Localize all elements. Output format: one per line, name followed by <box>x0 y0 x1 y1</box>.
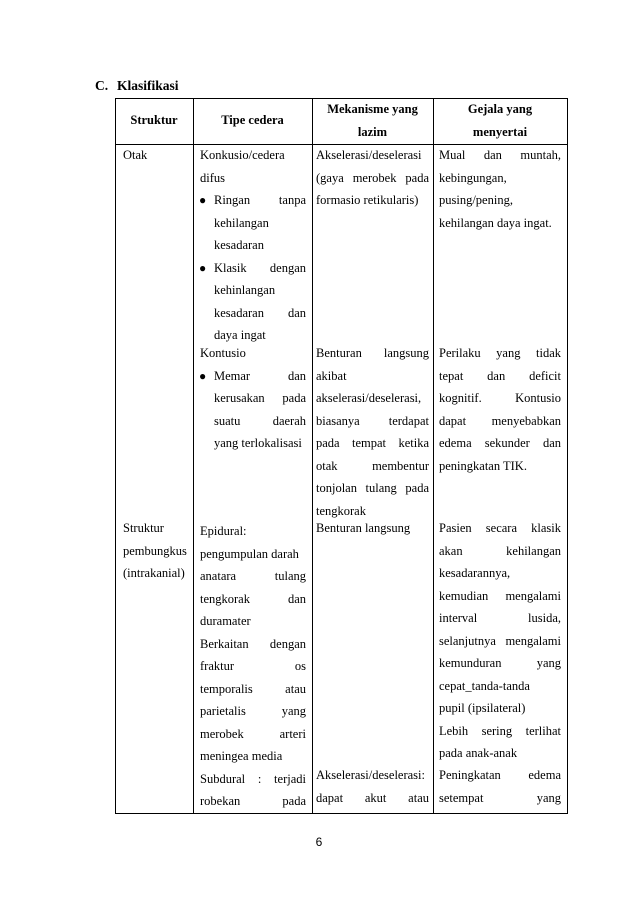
bullet-icon: ● <box>199 260 207 275</box>
table-border-left <box>115 98 116 814</box>
section-heading <box>95 78 179 94</box>
mekanisme-subdural: Akselerasi/deselerasi: dapat akut atau <box>316 768 429 805</box>
tipe-epidural: Epidural: pengumpulan darah anatara tulang tengkorak dan duramater Berkaitan dengan fraktur os temporalis atau parietalis yang merobek arteri meningea media Subdural : terjadi robekan pada <box>200 524 306 808</box>
header-struktur: Struktur <box>130 113 178 127</box>
mekanisme-epidural: Benturan langsung <box>316 521 411 535</box>
gejala-subdural: Peningkatan edema setempat yang <box>439 768 561 805</box>
header-mekanisme: Mekanisme yang lazim <box>327 102 418 139</box>
section-letter: C. <box>95 78 109 93</box>
tipe-kontusio: Kontusio ● Memar dan kerusakan pada suatu daerah yang terlokalisasi <box>200 342 306 455</box>
gejala-epidural: Pasien secara klasik akan kehilangan kesadarannya, kemudian mengalami interval lusida, selanjutnya mengalami kemunduran yang cepat_tanda-tanda pupil (ipsilateral) Lebih sering terlihat pada anak-anak <box>439 521 561 760</box>
table-border-bottom <box>115 813 568 814</box>
header-gejala: Gejala yang menyertai <box>467 102 533 139</box>
struktur-pembungkus: Struktur pembungkus (intrakanial) <box>123 521 187 580</box>
column-divider-2 <box>312 98 313 814</box>
column-divider-3 <box>433 98 434 814</box>
classification-table <box>115 98 568 814</box>
list-item: ● Memar dan kerusakan pada suatu daerah yang terlokalisasi <box>200 365 306 455</box>
list-item: ● Ringan tanpa kehilangan kesadaran <box>200 189 306 257</box>
gejala-konkusio: Mual dan muntah, kebingungan, pusing/pening, kehilangan daya ingat. <box>439 148 561 230</box>
struktur-otak: Otak <box>123 148 148 162</box>
bullet-icon: ● <box>199 193 207 207</box>
list-item: ● Klasik dengan kehinlangan kesadaran dan daya ingat <box>200 257 306 347</box>
header-tipe-cedera: Tipe cedera <box>221 113 284 127</box>
mekanisme-konkusio: Akselerasi/deselerasi (gaya merobek pada formasio retikularis) <box>316 148 429 207</box>
table-border-right <box>567 98 568 814</box>
gejala-kontusio: Perilaku yang tidak tepat dan deficit kognitif. Kontusio dapat menyebabkan edema sekunder dan peningkatan TIK. <box>439 346 562 473</box>
column-divider-1 <box>193 98 194 814</box>
tipe-konkusio: Konkusio/cedera difus ● Ringan tanpa kehilangan kesadaran ● Klasik dengan kehinlangan kesadaran dan daya ingat <box>200 144 306 347</box>
section-title: Klasifikasi <box>117 78 179 93</box>
mekanisme-kontusio: Benturan langsung akibat akselerasi/deselerasi, biasanya terdapat pada tempat ketika otak membentur tonjolan tulang pada tengkorak <box>316 346 429 518</box>
page-number: 6 <box>315 835 323 849</box>
bullet-icon: ● <box>199 368 207 383</box>
